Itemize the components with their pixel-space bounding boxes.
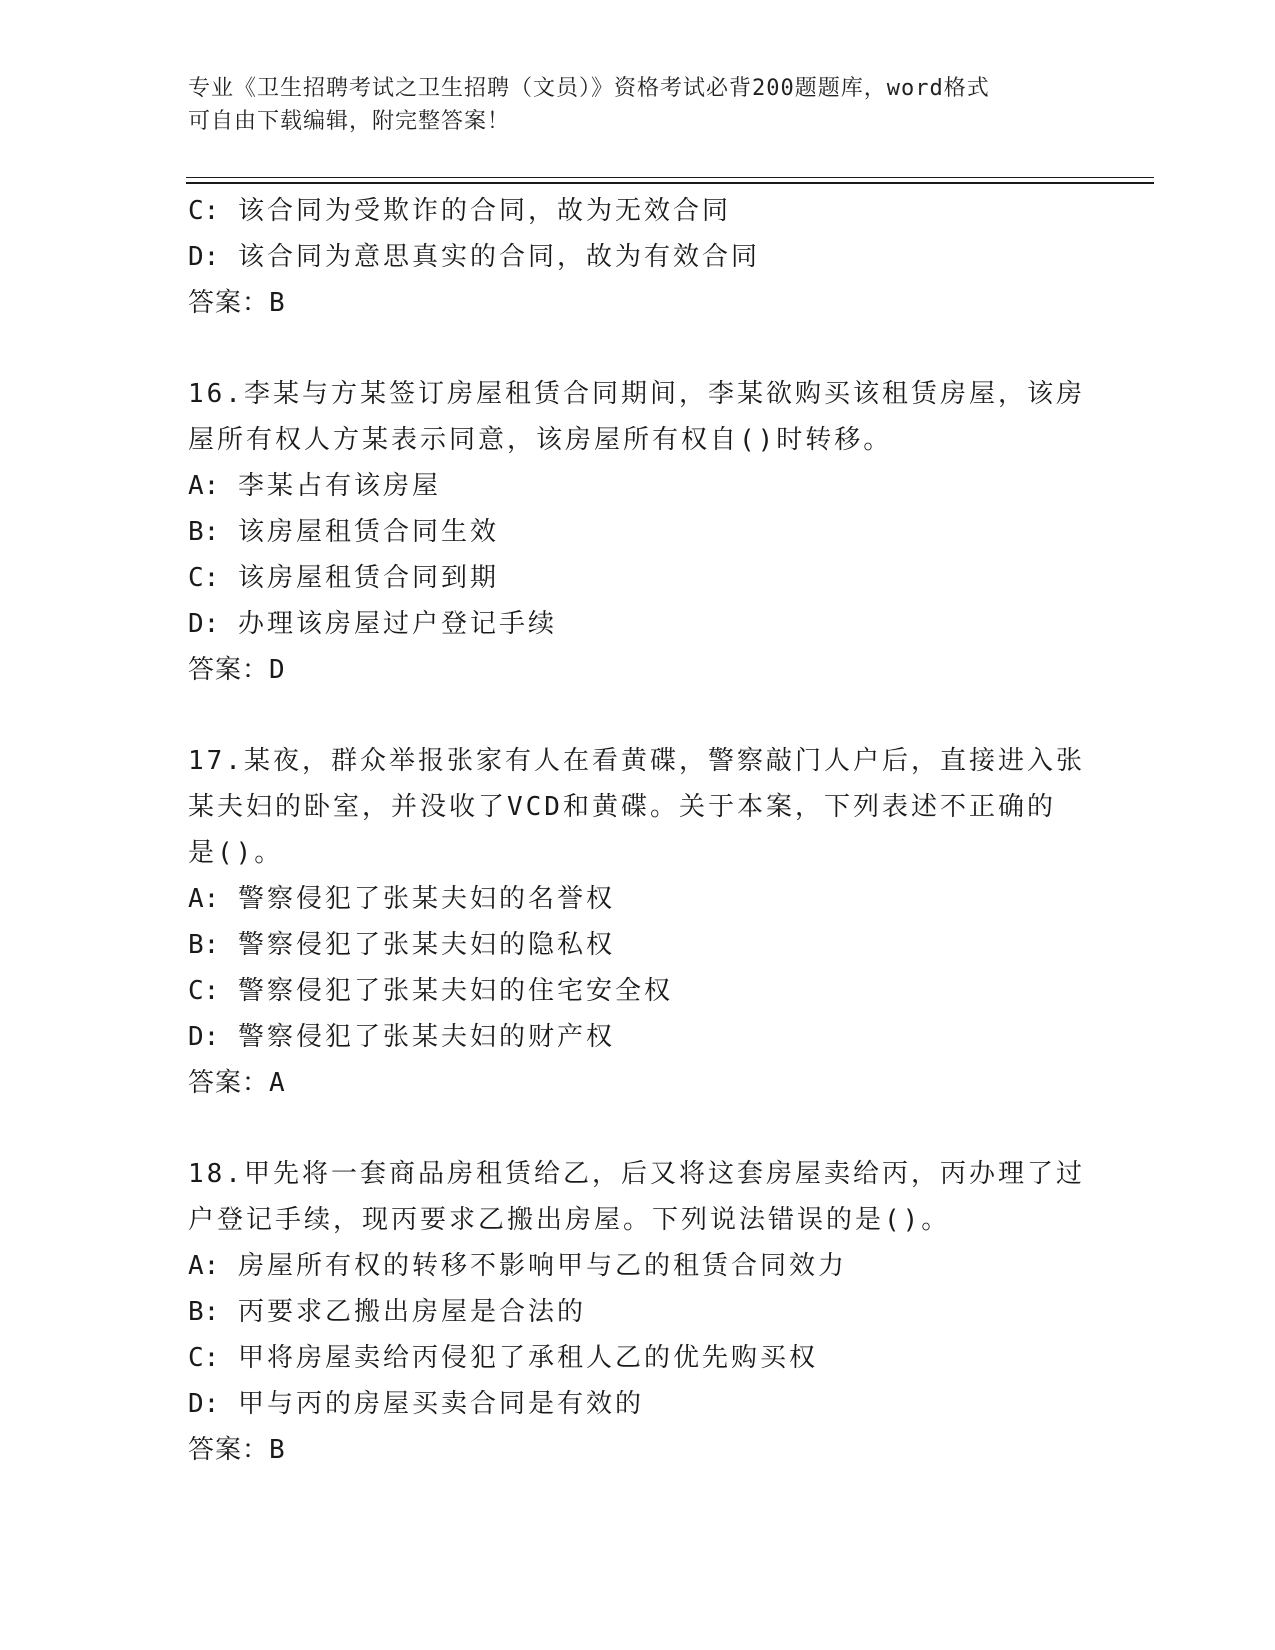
- option-a: A: 李某占有该房屋: [188, 471, 441, 501]
- header-title-line-1: 专业《卫生招聘考试之卫生招聘（文员）》资格考试必背200题题库，word格式: [188, 76, 990, 101]
- option-c: C: 甲将房屋卖给丙侵犯了承租人乙的优先购买权: [188, 1343, 818, 1373]
- option-c: C: 警察侵犯了张某夫妇的住宅安全权: [188, 976, 673, 1006]
- question-16: [188, 371, 1088, 693]
- prev-question: [188, 188, 1088, 326]
- answer-value: B: [269, 1435, 286, 1465]
- answer-line: 答案：B: [188, 1435, 286, 1465]
- answer-value: A: [269, 1068, 286, 1098]
- document-header: [188, 72, 1068, 138]
- option-c: C: 该房屋租赁合同到期: [188, 563, 499, 593]
- header-title-line-2: 可自由下载编辑，附完整答案！: [188, 109, 511, 134]
- question-stem-line: 户登记手续，现丙要求乙搬出房屋。下列说法错误的是()。: [188, 1205, 951, 1235]
- answer-line: 答案：A: [188, 1068, 286, 1098]
- question-content: [188, 188, 1088, 1473]
- header-divider-thick: [186, 182, 1154, 184]
- question-stem-line: 16.李某与方某签订房屋租赁合同期间，李某欲购买该租赁房屋，该房: [188, 379, 1085, 409]
- option-c: C: 该合同为受欺诈的合同，故为无效合同: [188, 196, 731, 226]
- question-stem-line: 是()。: [188, 838, 284, 868]
- question-stem-line: 某夫妇的卧室，并没收了VCD和黄碟。关于本案，下列表述不正确的: [188, 792, 1056, 822]
- option-d: D: 警察侵犯了张某夫妇的财产权: [188, 1022, 615, 1052]
- question-18: [188, 1151, 1088, 1473]
- answer-value: D: [269, 655, 286, 685]
- header-divider-thin: [186, 177, 1154, 178]
- option-b: B: 该房屋租赁合同生效: [188, 517, 499, 547]
- answer-value: B: [269, 288, 286, 318]
- option-d: D: 该合同为意思真实的合同，故为有效合同: [188, 242, 760, 272]
- option-a: A: 警察侵犯了张某夫妇的名誉权: [188, 884, 615, 914]
- question-17: [188, 738, 1088, 1106]
- option-a: A: 房屋所有权的转移不影响甲与乙的租赁合同效力: [188, 1251, 847, 1281]
- question-stem-line: 18.甲先将一套商品房租赁给乙，后又将这套房屋卖给丙，丙办理了过: [188, 1159, 1085, 1189]
- option-b: B: 警察侵犯了张某夫妇的隐私权: [188, 930, 615, 960]
- option-d: D: 甲与丙的房屋买卖合同是有效的: [188, 1389, 644, 1419]
- answer-line: 答案：D: [188, 655, 286, 685]
- option-b: B: 丙要求乙搬出房屋是合法的: [188, 1297, 586, 1327]
- answer-line: 答案：B: [188, 288, 286, 318]
- option-d: D: 办理该房屋过户登记手续: [188, 609, 557, 639]
- question-stem-line: 屋所有权人方某表示同意，该房屋所有权自()时转移。: [188, 425, 893, 455]
- question-stem-line: 17.某夜，群众举报张家有人在看黄碟，警察敲门人户后，直接进入张: [188, 746, 1085, 776]
